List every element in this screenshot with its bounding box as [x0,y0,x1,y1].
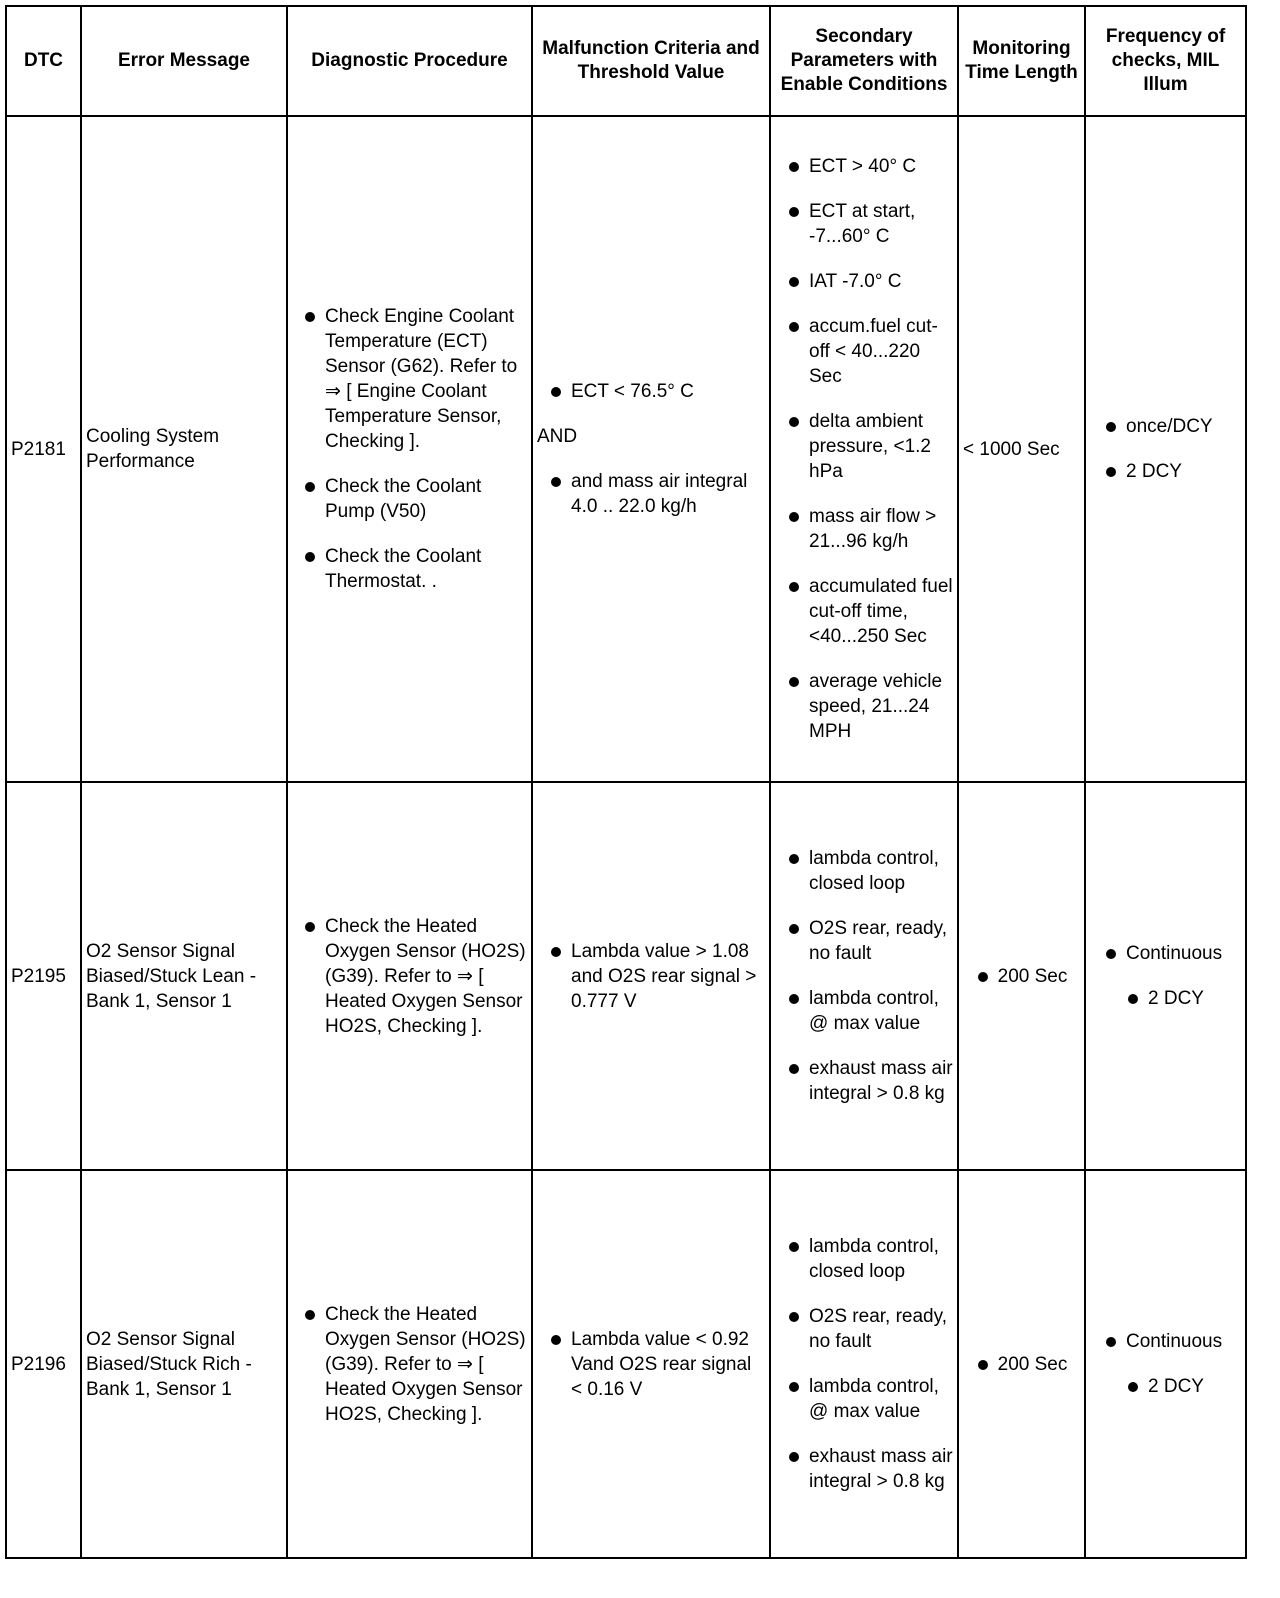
list-item: lambda control, closed loop [787,846,953,896]
bullet-icon [551,1335,561,1345]
secondary-parameters [770,1170,958,1558]
frequency-list [1104,941,1241,1011]
malfunction-list [549,379,763,404]
error-message: O2 Sensor Signal Biased/Stuck Rich - Bank 1, Sensor 1 [81,1170,287,1558]
list-item: 2 DCY [1104,459,1241,484]
list-item: O2S rear, ready, no fault [787,1304,953,1354]
and-label: AND [537,426,578,447]
bullet-icon [789,854,799,864]
malfunction-criteria [532,782,770,1170]
bullet-icon [789,512,799,522]
list-item: 200 Sec [976,964,1068,989]
bullet-icon [789,677,799,687]
header-frequency: Frequency of checks, MIL Illum [1085,6,1246,116]
list-item: O2S rear, ready, no fault [787,916,953,966]
malfunction-list [549,939,763,1014]
list-item: Check the Coolant Thermostat. . [303,544,527,594]
frequency [1085,116,1246,782]
list-item: Lambda value < 0.92 Vand O2S rear signal < 0.16 V [549,1327,763,1402]
list-item: and mass air integral 4.0 .. 22.0 kg/h [549,469,763,519]
monitoring-time [958,782,1085,1170]
dtc-code: P2196 [6,1170,81,1558]
bullet-icon [1106,1337,1116,1347]
header-malfunction-criteria: Malfunction Criteria and Threshold Value [532,6,770,116]
monitoring-list [963,964,1080,989]
list-item: Lambda value > 1.08 and O2S rear signal > 0.777 V [549,939,763,1014]
list-item: Check the Heated Oxygen Sensor (HO2S) (G39). Refer to ⇒ [ Heated Oxygen Sensor HO2S, Checking ]. [303,1302,527,1427]
bullet-icon [789,1242,799,1252]
bullet-icon [1128,1382,1138,1392]
list-item: mass air flow > 21...96 kg/h [787,504,953,554]
list-item: accum.fuel cut-off < 40...220 Sec [787,314,953,389]
list-item: lambda control, @ max value [787,1374,953,1424]
bullet-icon [789,1064,799,1074]
list-item: once/DCY [1104,414,1241,439]
list-item: Check the Heated Oxygen Sensor (HO2S) (G39). Refer to ⇒ [ Heated Oxygen Sensor HO2S, Checking ]. [303,914,527,1039]
header-monitoring-time: Monitoring Time Length [958,6,1085,116]
bullet-icon [1106,422,1116,432]
malfunction-list [549,469,763,519]
secondary-list [787,154,953,744]
bullet-icon [789,994,799,1004]
header-diagnostic-procedure: Diagnostic Procedure [287,6,532,116]
bullet-icon [789,162,799,172]
list-item: Check Engine Coolant Temperature (ECT) Sensor (G62). Refer to ⇒ [ Engine Coolant Temperature Sensor, Checking ]. [303,304,527,454]
bullet-icon [789,924,799,934]
secondary-parameters [770,782,958,1170]
error-message: Cooling System Performance [81,116,287,782]
frequency [1085,782,1246,1170]
header-secondary-parameters: Secondary Parameters with Enable Conditions [770,6,958,116]
bullet-icon [789,1382,799,1392]
bullet-icon [305,552,315,562]
diagnostic-procedure [287,1170,532,1558]
list-item: 200 Sec [976,1352,1068,1377]
diagnostic-procedure [287,116,532,782]
list-item: Check the Coolant Pump (V50) [303,474,527,524]
diagnostic-procedure [287,782,532,1170]
list-item: 2 DCY [1126,986,1241,1011]
bullet-icon [789,1312,799,1322]
error-message: O2 Sensor Signal Biased/Stuck Lean - Bank 1, Sensor 1 [81,782,287,1170]
bullet-icon [305,1310,315,1320]
header-error-message: Error Message [81,6,287,116]
header-row [6,6,1246,116]
list-item: Continuous [1104,1329,1241,1354]
monitoring-time [958,1170,1085,1558]
secondary-list [787,1234,953,1494]
frequency-list [1104,1329,1241,1399]
list-item: lambda control, closed loop [787,1234,953,1284]
bullet-icon [978,1360,988,1370]
frequency [1085,1170,1246,1558]
dtc-table [5,5,1247,1559]
list-item: Continuous [1104,941,1241,966]
malfunction-list [549,1327,763,1402]
monitoring-time: < 1000 Sec [958,116,1085,782]
bullet-icon [1106,467,1116,477]
bullet-icon [1106,949,1116,959]
list-item: exhaust mass air integral > 0.8 kg [787,1444,953,1494]
diagnostic-list [303,1302,527,1427]
list-item: average vehicle speed, 21...24 MPH [787,669,953,744]
bullet-icon [789,207,799,217]
bullet-icon [305,482,315,492]
bullet-icon [551,387,561,397]
list-item: accumulated fuel cut-off time, <40...250 Sec [787,574,953,649]
monitoring-list [963,1352,1080,1377]
table-row [6,116,1246,782]
list-item: delta ambient pressure, <1.2 hPa [787,409,953,484]
bullet-icon [789,582,799,592]
bullet-icon [551,477,561,487]
list-item: 2 DCY [1126,1374,1241,1399]
header-dtc: DTC [6,6,81,116]
dtc-code: P2195 [6,782,81,1170]
frequency-list [1104,414,1241,484]
list-item: ECT at start, -7...60° C [787,199,953,249]
list-item: exhaust mass air integral > 0.8 kg [787,1056,953,1106]
bullet-icon [978,972,988,982]
bullet-icon [551,947,561,957]
table-row [6,1170,1246,1558]
malfunction-criteria [532,116,770,782]
secondary-parameters [770,116,958,782]
bullet-icon [789,277,799,287]
list-item: ECT < 76.5° C [549,379,763,404]
bullet-icon [789,1452,799,1462]
diagnostic-list [303,914,527,1039]
secondary-list [787,846,953,1106]
bullet-icon [1128,994,1138,1004]
table-row [6,782,1246,1170]
list-item: ECT > 40° C [787,154,953,179]
diagnostic-list [303,304,527,594]
list-item: lambda control, @ max value [787,986,953,1036]
malfunction-criteria [532,1170,770,1558]
bullet-icon [305,312,315,322]
list-item: IAT -7.0° C [787,269,953,294]
dtc-code: P2181 [6,116,81,782]
bullet-icon [789,322,799,332]
bullet-icon [789,417,799,427]
bullet-icon [305,922,315,932]
